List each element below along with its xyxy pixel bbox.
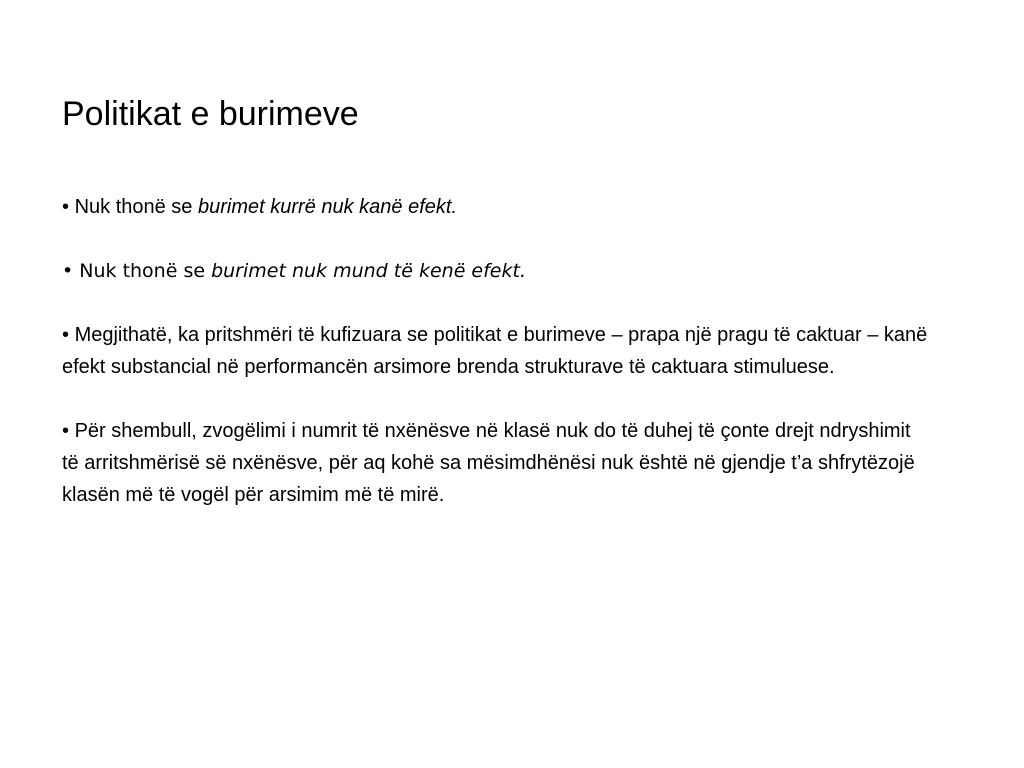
bullet-item-4 — [62, 415, 932, 511]
bullet-marker: • — [62, 196, 70, 218]
bullet-text: Megjithatë, ka pritshmëri të kufizuara se politikat e burimeve – prapa një pragu të caktuar – kanë efekt substancial në performancën arsimore brenda strukturave të caktuara stimuluese. — [62, 324, 928, 378]
bullet-marker: • — [62, 324, 70, 346]
bullet-item-3 — [62, 319, 932, 383]
bullet-item-1 — [62, 191, 932, 223]
bullet-marker: • — [62, 260, 74, 282]
bullet-text: Nuk thonë se — [74, 196, 198, 218]
bullet-emphasis: burimet nuk mund të kenë efekt. — [211, 260, 526, 282]
bullet-text: Për shembull, zvogëlimi i numrit të nxënësve në klasë nuk do të duhej të çonte drejt ndryshimit të arritshmërisë së nxënësve, për aq kohë sa mësimdhënësi nuk është në gjendje t’a shfrytëzojë klasën më të vogël për arsimim më të mirë. — [62, 420, 915, 506]
bullet-text: Nuk thonë se — [79, 260, 212, 282]
slide-title: Politikat e burimeve — [62, 95, 359, 133]
bullet-emphasis: burimet kurrë nuk kanë efekt. — [198, 196, 458, 218]
bullet-marker: • — [62, 420, 70, 442]
bullet-item-2 — [62, 255, 932, 287]
bullet-list — [62, 191, 932, 511]
